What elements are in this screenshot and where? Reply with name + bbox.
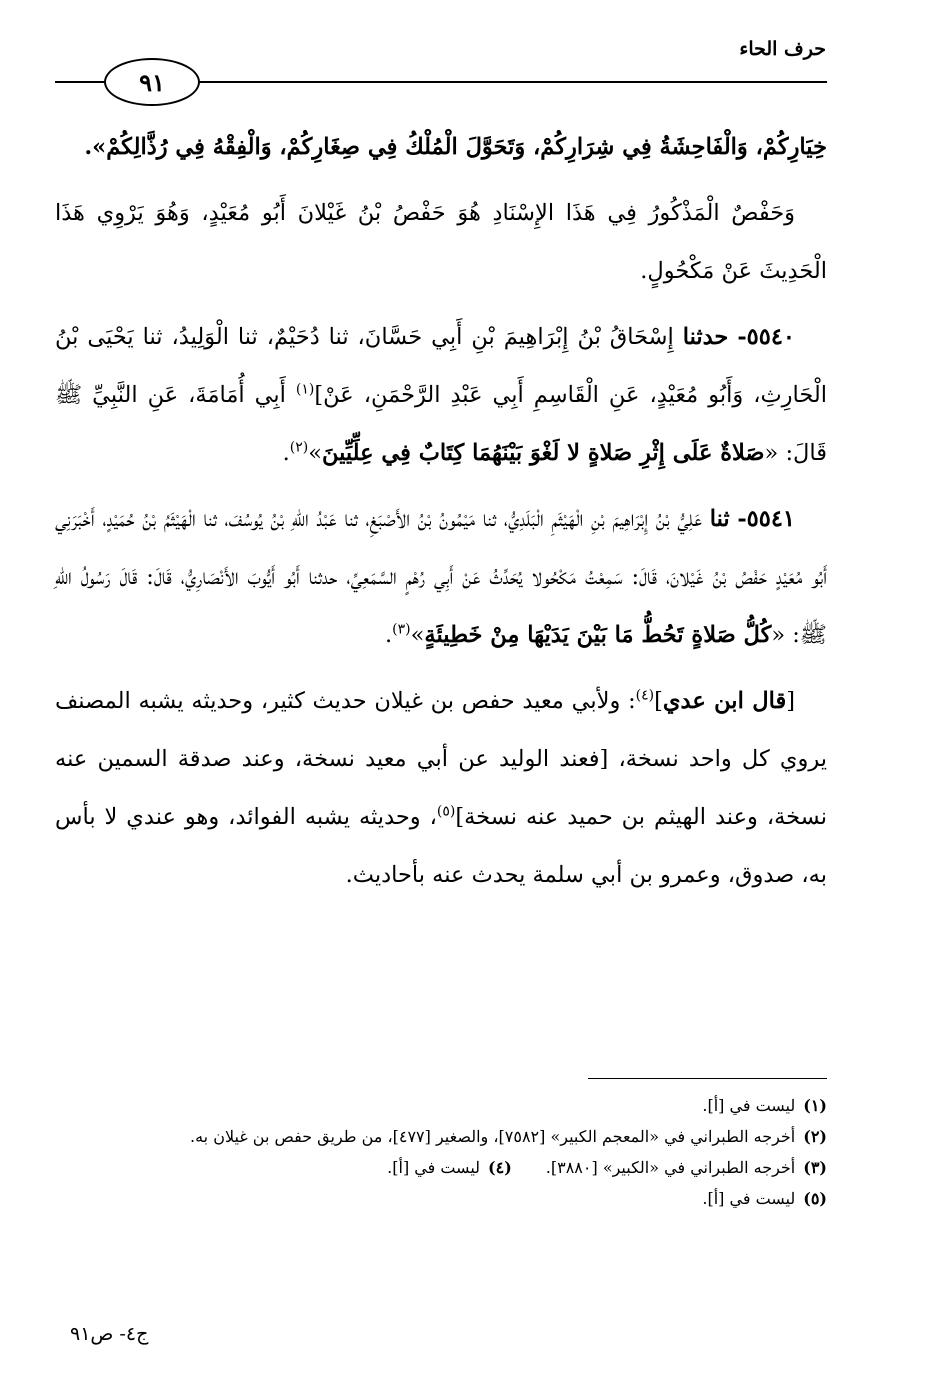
footnote-1: [55, 1090, 827, 1121]
footnote-number: (٢): [803, 1127, 827, 1146]
footnote-ref: (١): [295, 381, 315, 398]
footnote-number: (٤): [488, 1158, 512, 1177]
paragraph-hadith-end: خِيَارِكُمْ، وَالْفَاحِشَةُ فِي شِرَارِكُمْ، وَتَحَوَّلَ الْمُلْكُ فِي صِغَارِكُمْ، وَالْفِقْهُ فِي رُذَّالِكُمْ».: [84, 134, 827, 160]
hadith-5541: [55, 490, 827, 664]
page-number-oval: [104, 58, 200, 106]
page-number: ٩١: [139, 67, 165, 97]
hadith-isnad-cont: أَبِي أُمَامَةَ، عَنِ النَّبِيِّ ﷺ قَالَ: «: [55, 382, 827, 466]
footnote-text: ليست في [أ].: [702, 1096, 796, 1115]
bracket-close: ]: [654, 688, 663, 714]
footnote-text: ليست في [أ].: [702, 1189, 796, 1208]
hadith-lead: حدثنا: [682, 324, 729, 350]
footnote-text: أخرجه الطبراني في «الكبير» [٣٨٨٠].: [545, 1158, 796, 1177]
hadith-isnad: عَلِيُّ بْنُ إِبْرَاهِيمَ بْنِ الْهَيْثَمِ الْبَلَدِيُّ، ثنا مَيْمُونُ بْنُ الأَصْبَغِ، ثنا عَبْدُ اللهِ بْنُ يُوسُفَ، ثنا الْهَيْثَمُ بْنُ حُمَيْدٍ، أَخْبَرَنِي أَبُو مُعَيْدٍ حَفْصُ بْنُ غَيْلانَ، قَالَ: سَمِعْتُ مَكْحُولا يُحَدِّثُ عَنْ أَبِي رُهْمٍ السَّمَعِيِّ، حدثنا أَبُو أَيُّوبَ الأَنْصَارِيُّ، قَالَ: قَالَ رَسُولُ اللهِ ﷺ: «: [55, 506, 827, 648]
footnote-2: [55, 1121, 827, 1152]
running-title: حرف الحاء: [739, 38, 826, 60]
hadith-5540: [55, 308, 827, 482]
main-text: [55, 118, 827, 912]
period: .: [385, 622, 393, 648]
footnote-ref: (٥): [436, 803, 456, 820]
footnote-number: (٥): [803, 1189, 827, 1208]
ibn-adi-text: : ولأبي معيد حفص بن غيلان حديث كثير، وحديثه يشبه المصنف يروي كل واحد نسخة، [فعند الوليد عن أبي معيد نسخة، وعند صدقة السمين عنه نسخة، وعند الهيثم بن حميد عنه نسخة]: [55, 688, 827, 830]
footnote-5: [55, 1183, 827, 1214]
hadith-number: ٥٥٤٠-: [737, 324, 796, 350]
paragraph-commentary: وَحَفْصٌ الْمَذْكُورُ فِي هَذَا الإِسْنَادِ هُوَ حَفْصُ بْنُ غَيْلانَ أَبُو مُعَيْدٍ، وَهُوَ يَرْوِي هَذَا الْحَدِيثَ عَنْ مَكْحُولٍ.: [55, 200, 827, 284]
paragraph-ibn-adi: [55, 672, 827, 904]
quote-close: »: [410, 622, 425, 648]
period: .: [282, 440, 290, 466]
footnotes: [55, 1090, 827, 1214]
hadith-matn: صَلاةٌ عَلَى إِثْرِ صَلاةٍ لا لَغْوَ بَيْنَهُمَا كِتَابٌ فِي عِلِّيِّينَ: [321, 440, 765, 466]
footnote-ref: (٤): [635, 687, 655, 704]
hadith-lead: ثنا: [709, 506, 730, 532]
footnote-text: أخرجه الطبراني في «المعجم الكبير» [٧٥٨٢]، والصغير [٤٧٧]، من طريق حفص بن غيلان به.: [190, 1127, 796, 1146]
footnote-number: (١): [803, 1096, 827, 1115]
hadith-number: ٥٥٤١-: [737, 506, 796, 532]
footnote-text: ليست في [أ].: [387, 1158, 481, 1177]
footnote-ref: (٣): [392, 621, 411, 638]
ibn-adi-text-cont: ، وحديثه يشبه الفوائد، وهو عندي لا بأس به، صدوق، وعمرو بن أبي سلمة يحدث عنه بأحاديث.: [55, 804, 827, 888]
hadith-isnad: إِسْحَاقُ بْنُ إِبْرَاهِيمَ بْنِ أَبِي حَسَّانَ، ثنا دُحَيْمٌ، ثنا الْوَلِيدُ، ثنا يَحْيَى بْنُ الْحَارِثِ، وَأَبُو مُعَيْدٍ، عَنِ الْقَاسِمِ أَبِي عَبْدِ الرَّحْمَنِ، عَنْ]: [55, 324, 827, 408]
hadith-matn: كُلُّ صَلاةٍ تَحُطُّ مَا بَيْنَ يَدَيْهَا مِنْ خَطِيئَةٍ: [424, 622, 772, 648]
volume-page-reference: ج٤- ص٩١: [70, 1323, 149, 1345]
footnote-number: (٣): [803, 1158, 827, 1177]
footnote-rule: [588, 1078, 827, 1079]
footnote-ref: (٢): [289, 439, 309, 456]
ibn-adi-lead: قال ابن عدي: [662, 688, 787, 714]
quote-close: »: [308, 440, 322, 466]
footnote-3-4: [55, 1152, 827, 1183]
bracket-open: [: [786, 688, 795, 714]
